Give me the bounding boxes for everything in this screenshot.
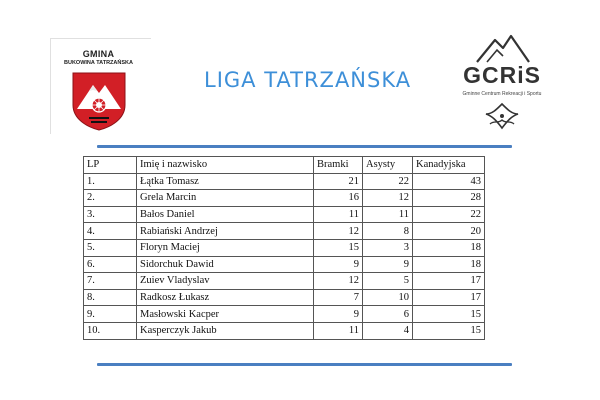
folk-ornament-icon <box>482 102 522 132</box>
gcris-logo <box>452 34 552 134</box>
coat-of-arms-icon <box>71 71 127 131</box>
cell-lp: 2. <box>84 190 137 207</box>
cell-name: Grela Marcin <box>137 190 314 207</box>
column-header-lp: LP <box>84 157 137 174</box>
cell-assists: 5 <box>363 273 413 290</box>
page-title: LIGA TATRZAŃSKA <box>204 68 412 92</box>
cell-canadian: 17 <box>413 289 485 306</box>
cell-assists: 22 <box>363 173 413 190</box>
gcris-subtitle: Gminne Centrum Rekreacji i Sportu <box>462 91 542 97</box>
cell-name: Rabiański Andrzej <box>137 223 314 240</box>
cell-name: Sidorchuk Dawid <box>137 256 314 273</box>
cell-canadian: 18 <box>413 256 485 273</box>
cell-canadian: 22 <box>413 206 485 223</box>
cell-goals: 12 <box>314 223 363 240</box>
cell-name: Radkosz Łukasz <box>137 289 314 306</box>
table-row <box>84 239 485 256</box>
cell-assists: 12 <box>363 190 413 207</box>
cell-lp: 4. <box>84 223 137 240</box>
cell-lp: 1. <box>84 173 137 190</box>
cell-assists: 11 <box>363 206 413 223</box>
cell-lp: 10. <box>84 322 137 339</box>
cell-goals: 15 <box>314 239 363 256</box>
table-header-row <box>84 157 485 174</box>
gcris-wordmark: GCRiS <box>463 62 541 88</box>
table-row <box>84 289 485 306</box>
cell-canadian: 28 <box>413 190 485 207</box>
cell-goals: 12 <box>314 273 363 290</box>
cell-assists: 10 <box>363 289 413 306</box>
cell-assists: 8 <box>363 223 413 240</box>
table-row <box>84 190 485 207</box>
table-row <box>84 273 485 290</box>
cell-name: Łątka Tomasz <box>137 173 314 190</box>
cell-goals: 7 <box>314 289 363 306</box>
cell-goals: 11 <box>314 206 363 223</box>
table-row <box>84 206 485 223</box>
cell-goals: 11 <box>314 322 363 339</box>
cell-assists: 9 <box>363 256 413 273</box>
cell-name: Kasperczyk Jakub <box>137 322 314 339</box>
cell-canadian: 15 <box>413 306 485 323</box>
cell-canadian: 17 <box>413 273 485 290</box>
cell-lp: 7. <box>84 273 137 290</box>
table-row <box>84 173 485 190</box>
cell-name: Floryn Maciej <box>137 239 314 256</box>
column-header-goals: Bramki <box>314 157 363 174</box>
cell-name: Masłowski Kacper <box>137 306 314 323</box>
cell-lp: 5. <box>84 239 137 256</box>
column-header-name: Imię i nazwisko <box>137 157 314 174</box>
table-row <box>84 223 485 240</box>
table-row <box>84 256 485 273</box>
cell-canadian: 18 <box>413 239 485 256</box>
divider-bottom <box>97 363 512 366</box>
cell-lp: 6. <box>84 256 137 273</box>
cell-lp: 3. <box>84 206 137 223</box>
divider-top <box>97 145 512 148</box>
column-header-assists: Asysty <box>363 157 413 174</box>
cell-canadian: 43 <box>413 173 485 190</box>
table-row <box>84 322 485 339</box>
cell-name: Bałos Daniel <box>137 206 314 223</box>
mountain-icon <box>475 34 531 64</box>
cell-assists: 4 <box>363 322 413 339</box>
cell-assists: 6 <box>363 306 413 323</box>
municipality-crest <box>50 38 151 134</box>
cell-canadian: 20 <box>413 223 485 240</box>
cell-goals: 21 <box>314 173 363 190</box>
standings-table <box>83 156 485 340</box>
cell-assists: 3 <box>363 239 413 256</box>
cell-lp: 9. <box>84 306 137 323</box>
cell-goals: 9 <box>314 256 363 273</box>
crest-title: GMINA <box>82 49 115 59</box>
cell-name: Zuiev Vladyslav <box>137 273 314 290</box>
table-row <box>84 306 485 323</box>
cell-goals: 9 <box>314 306 363 323</box>
crest-subtitle: BUKOWINA TATRZAŃSKA <box>64 60 133 66</box>
cell-canadian: 15 <box>413 322 485 339</box>
column-header-canadian: Kanadyjska <box>413 157 485 174</box>
cell-goals: 16 <box>314 190 363 207</box>
cell-lp: 8. <box>84 289 137 306</box>
